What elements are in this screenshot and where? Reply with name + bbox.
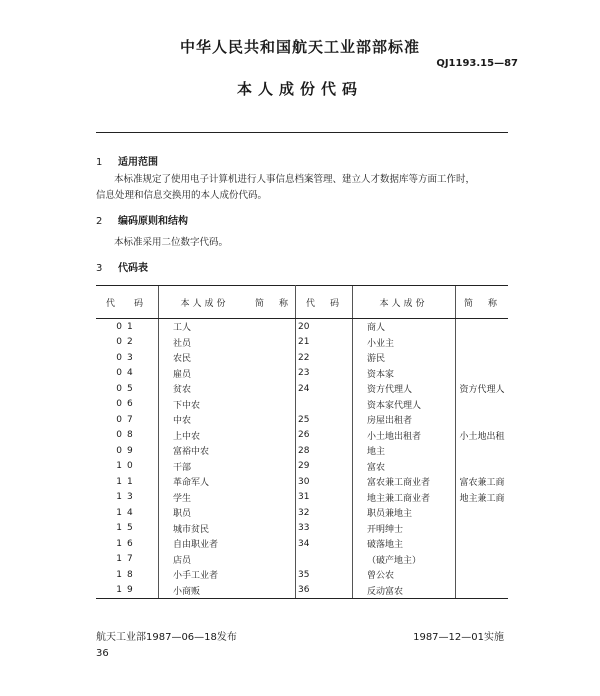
- cell-abbreviation-2: [456, 536, 509, 552]
- table-row: [96, 474, 508, 490]
- table-row: [96, 536, 508, 552]
- cell-code-2: 20: [298, 321, 310, 332]
- ministry-standard-header: 中华人民共和国航天工业部部标准: [179, 38, 420, 56]
- cell-code: 06: [116, 399, 138, 410]
- cell-abbreviation: [251, 521, 296, 537]
- cell-composition: 小手工业者: [159, 567, 252, 583]
- cell-composition-2: 地主兼工商业者: [353, 490, 456, 506]
- cell-code: 18: [116, 569, 138, 580]
- table-header-row: [96, 286, 508, 319]
- table-row: [96, 428, 508, 444]
- cell-abbreviation-2: 小土地出租: [456, 428, 509, 444]
- cell-composition: 农民: [159, 350, 252, 366]
- cell-composition-2: 房屋出租者: [353, 412, 456, 428]
- cell-code: 11: [116, 476, 138, 487]
- cell-abbreviation: [251, 350, 296, 366]
- cell-abbreviation: [251, 335, 296, 351]
- cell-abbreviation-2: [456, 505, 509, 521]
- table-row: [96, 459, 508, 475]
- cell-code: 16: [116, 538, 138, 549]
- cell-code: 05: [116, 383, 138, 394]
- cell-composition: 店员: [159, 552, 252, 568]
- cell-composition: 富裕中农: [159, 443, 252, 459]
- cell-abbreviation: [251, 412, 296, 428]
- table-row: [96, 505, 508, 521]
- table-row: [96, 319, 508, 335]
- cell-composition: 上中农: [159, 428, 252, 444]
- cell-code: 08: [116, 430, 138, 441]
- cell-composition-2: 小业主: [353, 335, 456, 351]
- cell-abbreviation: [251, 366, 296, 382]
- cell-composition-2: 反动富农: [353, 583, 456, 599]
- cell-abbreviation-2: [456, 459, 509, 475]
- cell-abbreviation: [251, 583, 296, 599]
- cell-composition: 革命军人: [159, 474, 252, 490]
- implementation-date: 1987—12—01实施: [413, 632, 504, 643]
- cell-composition-2: 地主: [353, 443, 456, 459]
- cell-code: 17: [116, 554, 138, 565]
- header-abbreviation-2: 简 称: [456, 286, 509, 319]
- cell-composition: 社员: [159, 335, 252, 351]
- cell-abbreviation: [251, 552, 296, 568]
- cell-abbreviation-2: 资方代理人: [456, 381, 509, 397]
- cell-code-2: 25: [298, 414, 310, 425]
- section-title: 代码表: [118, 263, 148, 274]
- section-number: 2: [96, 216, 103, 227]
- cell-composition: 工人: [159, 319, 252, 335]
- cell-code-2: [296, 397, 353, 413]
- cell-composition: 干部: [159, 459, 252, 475]
- cell-abbreviation: [251, 319, 296, 335]
- cell-composition: 职员: [159, 505, 252, 521]
- cell-abbreviation: [251, 474, 296, 490]
- cell-abbreviation-2: [456, 443, 509, 459]
- section-1-paragraph-line: 信息处理和信息交换用的本人成份代码。: [96, 190, 268, 201]
- cell-code: 02: [116, 337, 138, 348]
- cell-composition-2: 开明绅士: [353, 521, 456, 537]
- cell-abbreviation: [251, 505, 296, 521]
- table-row: [96, 443, 508, 459]
- cell-code: 01: [116, 321, 138, 332]
- cell-code-2: 26: [298, 430, 310, 441]
- section-3-heading: [96, 259, 148, 274]
- cell-composition-2: 资本家: [353, 366, 456, 382]
- cell-composition: 下中农: [159, 397, 252, 413]
- cell-composition-2: 资方代理人: [353, 381, 456, 397]
- cell-abbreviation-2: [456, 366, 509, 382]
- cell-composition: 中农: [159, 412, 252, 428]
- cell-code: 15: [116, 523, 138, 534]
- cell-abbreviation: [251, 381, 296, 397]
- header-abbreviation: 简 称: [251, 286, 296, 319]
- table-row: [96, 490, 508, 506]
- code-table: [96, 285, 508, 599]
- cell-composition: 小商贩: [159, 583, 252, 599]
- cell-code-2: 30: [298, 476, 310, 487]
- cell-code-2: 29: [298, 461, 310, 472]
- table-row: [96, 381, 508, 397]
- cell-code: 19: [96, 583, 159, 599]
- cell-abbreviation: [251, 459, 296, 475]
- cell-abbreviation-2: [456, 552, 509, 568]
- table-row: [96, 521, 508, 537]
- cell-abbreviation-2: [456, 319, 509, 335]
- standard-code: QJ1193.15—87: [436, 58, 518, 69]
- page-number: 36: [96, 648, 109, 659]
- cell-code-2: 35: [298, 569, 310, 580]
- cell-abbreviation: [251, 567, 296, 583]
- header-code-2: 代 码: [296, 286, 353, 319]
- cell-code-2: 21: [298, 337, 310, 348]
- section-2-paragraph-line: 本标准采用二位数字代码。: [114, 237, 229, 248]
- cell-composition-2: （破产地主）: [353, 552, 456, 568]
- cell-abbreviation-2: [456, 567, 509, 583]
- cell-abbreviation-2: [456, 583, 509, 599]
- cell-composition: 城市贫民: [159, 521, 252, 537]
- table-row: [96, 583, 508, 599]
- section-1-paragraph-line: 本标准规定了使用电子计算机进行人事信息档案管理、建立人才数据库等方面工作时，: [114, 174, 476, 185]
- cell-abbreviation: [251, 443, 296, 459]
- cell-composition: 自由职业者: [159, 536, 252, 552]
- cell-composition: 贫农: [159, 381, 252, 397]
- cell-code-2: [296, 552, 353, 568]
- cell-abbreviation-2: 富农兼工商: [456, 474, 509, 490]
- cell-abbreviation: [251, 428, 296, 444]
- section-number: 3: [96, 263, 103, 274]
- cell-composition: 雇员: [159, 366, 252, 382]
- cell-composition-2: 资本家代理人: [353, 397, 456, 413]
- cell-code-2: 34: [298, 538, 310, 549]
- cell-abbreviation-2: [456, 335, 509, 351]
- table-row: [96, 412, 508, 428]
- cell-code-2: 28: [298, 445, 310, 456]
- table-row: [96, 397, 508, 413]
- header-code: 代 码: [96, 286, 159, 319]
- cell-composition-2: 商人: [353, 319, 456, 335]
- table-row: [96, 552, 508, 568]
- cell-code-2: 32: [298, 507, 310, 518]
- cell-abbreviation: [251, 490, 296, 506]
- cell-composition-2: 富农兼工商业者: [353, 474, 456, 490]
- cell-code: 09: [116, 445, 138, 456]
- cell-code-2: 24: [298, 383, 310, 394]
- cell-composition-2: 游民: [353, 350, 456, 366]
- title-rule: [96, 132, 508, 133]
- cell-composition: 学生: [159, 490, 252, 506]
- cell-code: 04: [116, 368, 138, 379]
- cell-code-2: 33: [298, 523, 310, 534]
- section-title: 适用范围: [118, 157, 158, 168]
- table-row: [96, 335, 508, 351]
- header-composition-2: 本人成份: [353, 286, 456, 319]
- cell-abbreviation-2: [456, 397, 509, 413]
- section-title: 编码原则和结构: [118, 216, 188, 227]
- cell-abbreviation-2: [456, 521, 509, 537]
- cell-abbreviation-2: [456, 350, 509, 366]
- cell-composition-2: 小土地出租者: [353, 428, 456, 444]
- cell-code: 10: [116, 461, 138, 472]
- table-row: [96, 366, 508, 382]
- document-title: 本人成份代码: [236, 80, 363, 98]
- cell-code-2: 36: [296, 583, 353, 599]
- cell-code-2: 31: [298, 492, 310, 503]
- cell-code: 13: [116, 492, 138, 503]
- table-row: [96, 350, 508, 366]
- cell-abbreviation: [251, 536, 296, 552]
- section-2-heading: [96, 212, 188, 227]
- cell-code-2: 23: [298, 368, 310, 379]
- cell-code: 14: [116, 507, 138, 518]
- cell-code: 03: [116, 352, 138, 363]
- cell-composition-2: 曾公农: [353, 567, 456, 583]
- cell-code-2: 22: [298, 352, 310, 363]
- cell-composition-2: 破落地主: [353, 536, 456, 552]
- section-1-heading: [96, 153, 158, 168]
- cell-abbreviation-2: [456, 412, 509, 428]
- cell-abbreviation-2: 地主兼工商: [456, 490, 509, 506]
- header-composition: 本人成份: [159, 286, 252, 319]
- cell-composition-2: 职员兼地主: [353, 505, 456, 521]
- cell-code: 07: [116, 414, 138, 425]
- issue-date: 航天工业部1987—06—18发布: [96, 632, 237, 643]
- cell-composition-2: 富农: [353, 459, 456, 475]
- table-row: [96, 567, 508, 583]
- cell-abbreviation: [251, 397, 296, 413]
- section-number: 1: [96, 157, 103, 168]
